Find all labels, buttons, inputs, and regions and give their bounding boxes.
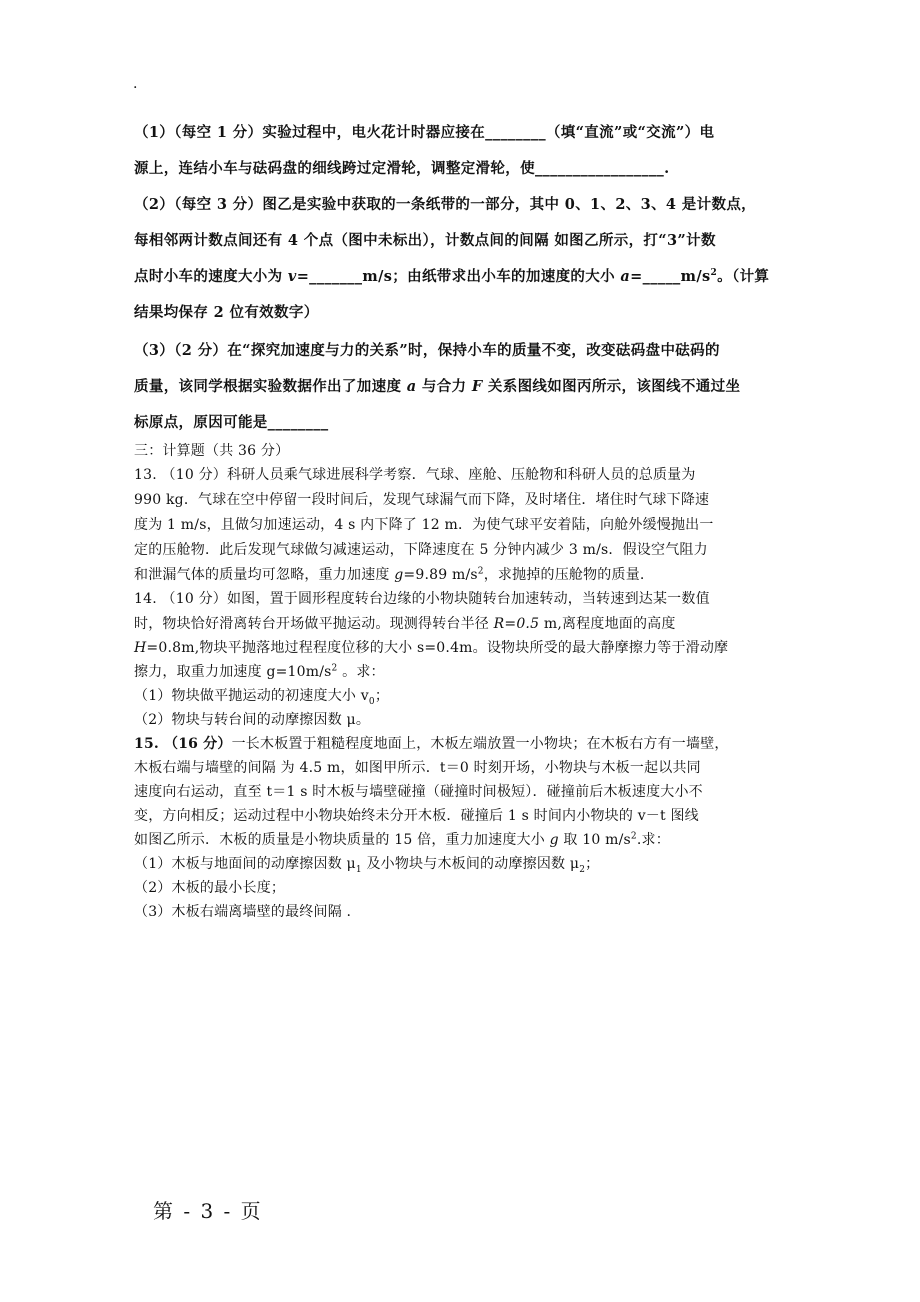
p13-line4: 定的压舱物．此后发现气球做匀减速运动，下降速度在 5 分钟内减少 3 m/s．假设空气阻力 — [134, 542, 708, 558]
p13-line3: 度为 1 m/s，且做匀加速运动，4 s 内下降了 12 m．为使气球平安着陆，向舱外缓慢抛出一 — [134, 517, 714, 533]
p14-line2: 时，物块恰好滑离转台开场做平抛运动。现测得转台半径 R=0.5 m,离程度地面的高度 — [134, 616, 676, 632]
exp-q3-line3: 标原点，原因可能是________ — [134, 414, 329, 431]
p14-line3: H=0.8m,物块平抛落地过程程度位移的大小 s=0.4m。设物块所受的最大静摩擦力等于滑动摩 — [134, 640, 729, 656]
page-number-footer: 第 - 3 - 页 — [153, 1199, 263, 1223]
exp-q1-line1: （1）（每空 1 分）实验过程中，电火花计时器应接在________（填“直流”或“交流”）电 — [134, 124, 715, 141]
p15-line3: 速度向右运动，直至 t＝1 s 时木板与墙壁碰撞（碰撞时间极短）．碰撞前后木板速度大小不 — [134, 784, 703, 800]
exp-q3-line2: 质量，该同学根据实验数据作出了加速度 a 与合力 F 关系图线如图丙所示，该图线不通过坐 — [134, 378, 741, 395]
p13-line5: 和泄漏气体的质量均可忽略，重力加速度 g=9.89 $m/s^2$，求抛掉的压舱物的质量. — [134, 566, 645, 583]
p15-sub2: （2）木板的最小长度； — [134, 880, 286, 896]
exp-q2-line1: （2）（每空 3 分）图乙是实验中获取的一条纸带的一部分，其中 0、1、2、3、4 是计数点， — [134, 196, 757, 213]
exp-q3-line1: （3）（2 分）在“探究加速度与力的关系”时，保持小车的质量不变，改变砝码盘中砝码的 — [134, 342, 720, 359]
p14-line1: 14. （10 分）如图，置于圆形程度转台边缘的小物块随转台加速转动，当转速到达某一数值 — [134, 591, 710, 607]
exp-q1-line2: 源上，连结小车与砝码盘的细线跨过定滑轮，调整定滑轮，使_________________. — [134, 160, 670, 177]
p15-line5: 如图乙所示．木板的质量是小物块质量的 15 倍，重力加速度大小 g 取 10 $m/s^2$.求： — [134, 831, 670, 848]
p13-line1: 13. （10 分）科研人员乘气球进展科学考察．气球、座舱、压舱物和科研人员的总质量为 — [134, 467, 696, 483]
p14-sub2: （2）物块与转台间的动摩擦因数 μ。 — [134, 712, 371, 728]
p15-sub3: （3）木板右端离墙壁的最终间隔 . — [134, 904, 352, 920]
section3-heading: 三：计算题（共 36 分） — [134, 443, 290, 459]
p15-line2: 木板右端与墙壁的间隔 为 4.5 m，如图甲所示．t＝0 时刻开场，小物块与木板一起以共同 — [134, 760, 701, 776]
p14-sub1: （1）物块做平抛运动的初速度大小 $v_0$； — [134, 688, 390, 707]
page-dot: . — [133, 76, 138, 92]
p15-line1: 15. （16 分）一长木板置于粗糙程度地面上，木板左端放置一小物块；在木板右方有一墙壁， — [134, 736, 729, 752]
p14-line4: 擦力，取重力加速度 $g=10m/s^2$ 。求： — [134, 663, 385, 680]
p15-sub1: （1）木板与地面间的动摩擦因数 $\mu_1$ 及小物块与木板间的动摩擦因数 $\mu_2$； — [134, 856, 600, 875]
exp-q2-line3: 点时小车的速度大小为 v=_______m/s；由纸带求出小车的加速度的大小 $a=\_\_\_\_\_m/s^2$。（计算 — [134, 268, 770, 285]
exp-q2-line4: 结果均保存 2 位有效数字） — [134, 304, 319, 321]
exp-q2-line2: 每相邻两计数点间还有 4 个点（图中未标出），计数点间的间隔 如图乙所示，打“3”计数 — [134, 232, 716, 249]
p13-line2: 990 kg．气球在空中停留一段时间后，发现气球漏气而下降，及时堵住．堵住时气球下降速 — [134, 492, 710, 508]
p15-line4: 变，方向相反；运动过程中小物块始终未分开木板．碰撞后 1 s 时间内小物块的 v－t 图线 — [134, 808, 699, 824]
